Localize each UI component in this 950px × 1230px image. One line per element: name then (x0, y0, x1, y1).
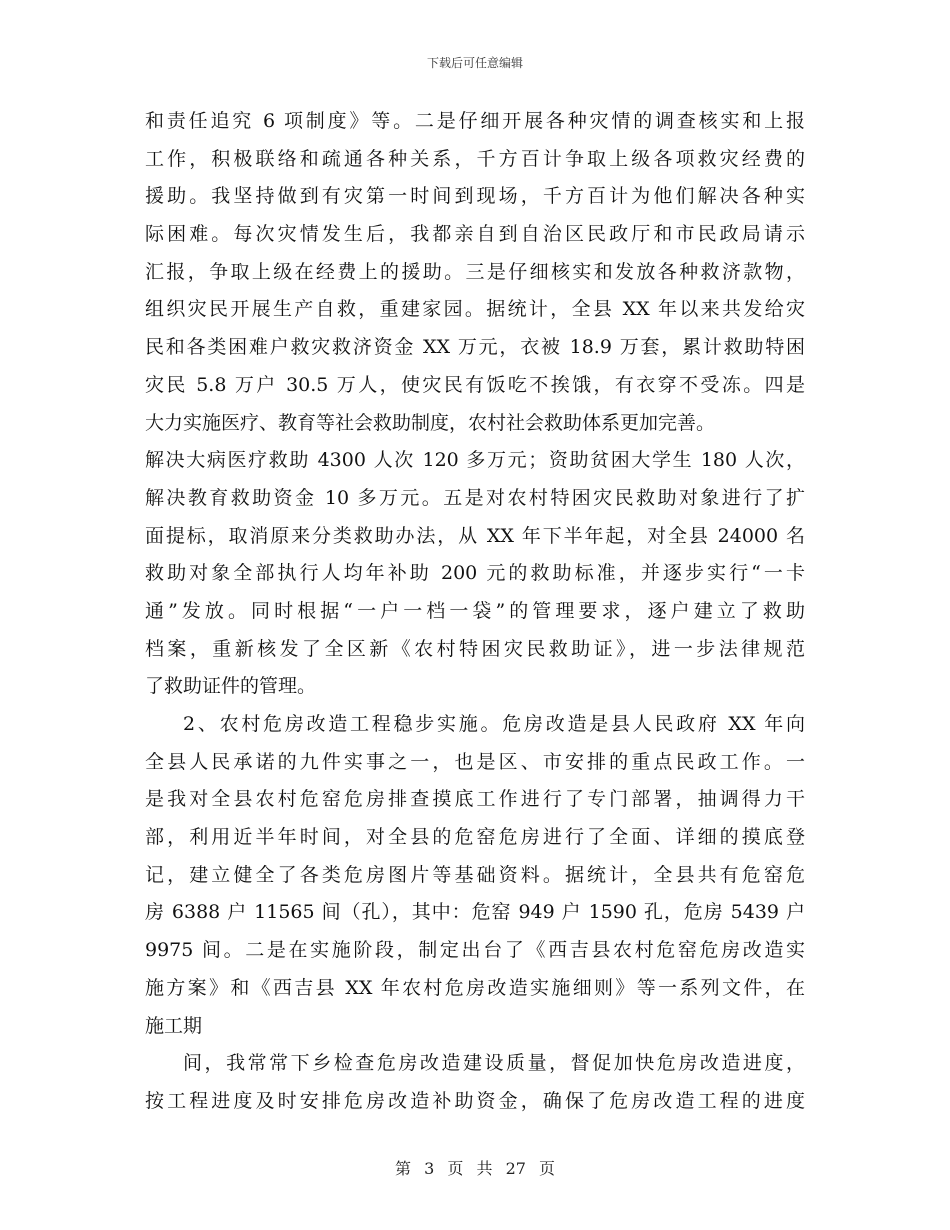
footer-prefix: 第 (394, 1159, 411, 1178)
page-number: 3 (424, 1159, 435, 1178)
text-line: 施方案》和《西吉县 XX 年农村危房改造实施细则》等一系列文件，在 (145, 976, 805, 999)
text-line: 记，建立健全了各类危房图片等基础资料。据统计，全县共有危窑危 (145, 863, 805, 886)
total-pages: 27 (505, 1159, 526, 1178)
paragraph-start-line: 间，我常常下乡检查危房改造建设质量，督促加快危房改造进度， (183, 1052, 805, 1075)
text-line: 9975 间。二是在实施阶段，制定出台了《西吉县农村危窑危房改造实 (145, 939, 805, 962)
text-line: 大力实施医疗、教育等社会救助制度，农村社会救助体系更加完善。 (145, 411, 716, 434)
page-header: 下载后可任意编辑 (426, 56, 523, 70)
text-line: 通”发放。同时根据“一户一档一袋”的管理要求，逐户建立了救助 (145, 599, 805, 622)
text-line: 解决大病医疗救助 4300 人次 120 多万元；资助贫困大学生 180 人次， (145, 449, 805, 472)
text-line: 和责任追究 6 项制度》等。二是仔细开展各种灾情的调查核实和上报 (145, 110, 805, 132)
text-line: 档案，重新核发了全区新《农村特困灾民救助证》，进一步法律规范 (145, 637, 805, 660)
text-line: 了救助证件的管理。 (145, 675, 317, 698)
document-body (145, 103, 805, 1121)
text-line: 按工程进度及时安排危房改造补助资金，确保了危房改造工程的进度 (145, 1089, 805, 1112)
text-line: 际困难。每次灾情发生后，我都亲自到自治区民政厅和市民政局请示 (145, 223, 805, 246)
text-line: 汇报，争取上级在经费上的援助。三是仔细核实和发放各种救济款物， (145, 260, 805, 283)
paragraph-start-line: 2、农村危房改造工程稳步实施。危房改造是县人民政府 XX 年向 (183, 713, 805, 735)
text-line: 民和各类困难户救灾救济资金 XX 万元，衣被 18.9 万套，累计救助特困 (145, 336, 805, 359)
text-line: 解决教育救助资金 10 多万元。五是对农村特困灾民救助对象进行了扩 (145, 486, 805, 509)
text-line: 全县人民承诺的九件实事之一，也是区、市安排的重点民政工作。一 (145, 750, 805, 773)
footer-suffix: 页 (539, 1159, 556, 1178)
page-footer (0, 1156, 950, 1179)
text-line: 是我对全县农村危窑危房排查摸底工作进行了专门部署，抽调得力干 (145, 788, 805, 811)
text-line: 面提标，取消原来分类救助办法，从 XX 年下半年起，对全县 24000 名 (145, 524, 805, 547)
footer-page-word: 页 (447, 1159, 464, 1178)
footer-of: 共 (476, 1159, 493, 1178)
text-line: 房 6388 户 11565 间（孔），其中：危窑 949 户 1590 孔，危房 5439 户 (145, 901, 805, 924)
text-line: 救助对象全部执行人均年补助 200 元的救助标准，并逐步实行“一卡 (145, 562, 805, 585)
text-line: 组织灾民开展生产自救，重建家园。据统计，全县 XX 年以来共发给灾 (145, 298, 805, 321)
text-line: 灾民 5.8 万户 30.5 万人，使灾民有饭吃不挨饿，有衣穿不受冻。四是 (145, 373, 805, 396)
text-line: 部，利用近半年时间，对全县的危窑危房进行了全面、详细的摸底登 (145, 826, 805, 849)
text-line: 工作，积极联络和疏通各种关系，千方百计争取上级各项救灾经费的 (145, 147, 805, 170)
text-line: 援助。我坚持做到有灾第一时间到现场，千方百计为他们解决各种实 (145, 185, 805, 208)
text-line: 施工期 (145, 1014, 203, 1037)
